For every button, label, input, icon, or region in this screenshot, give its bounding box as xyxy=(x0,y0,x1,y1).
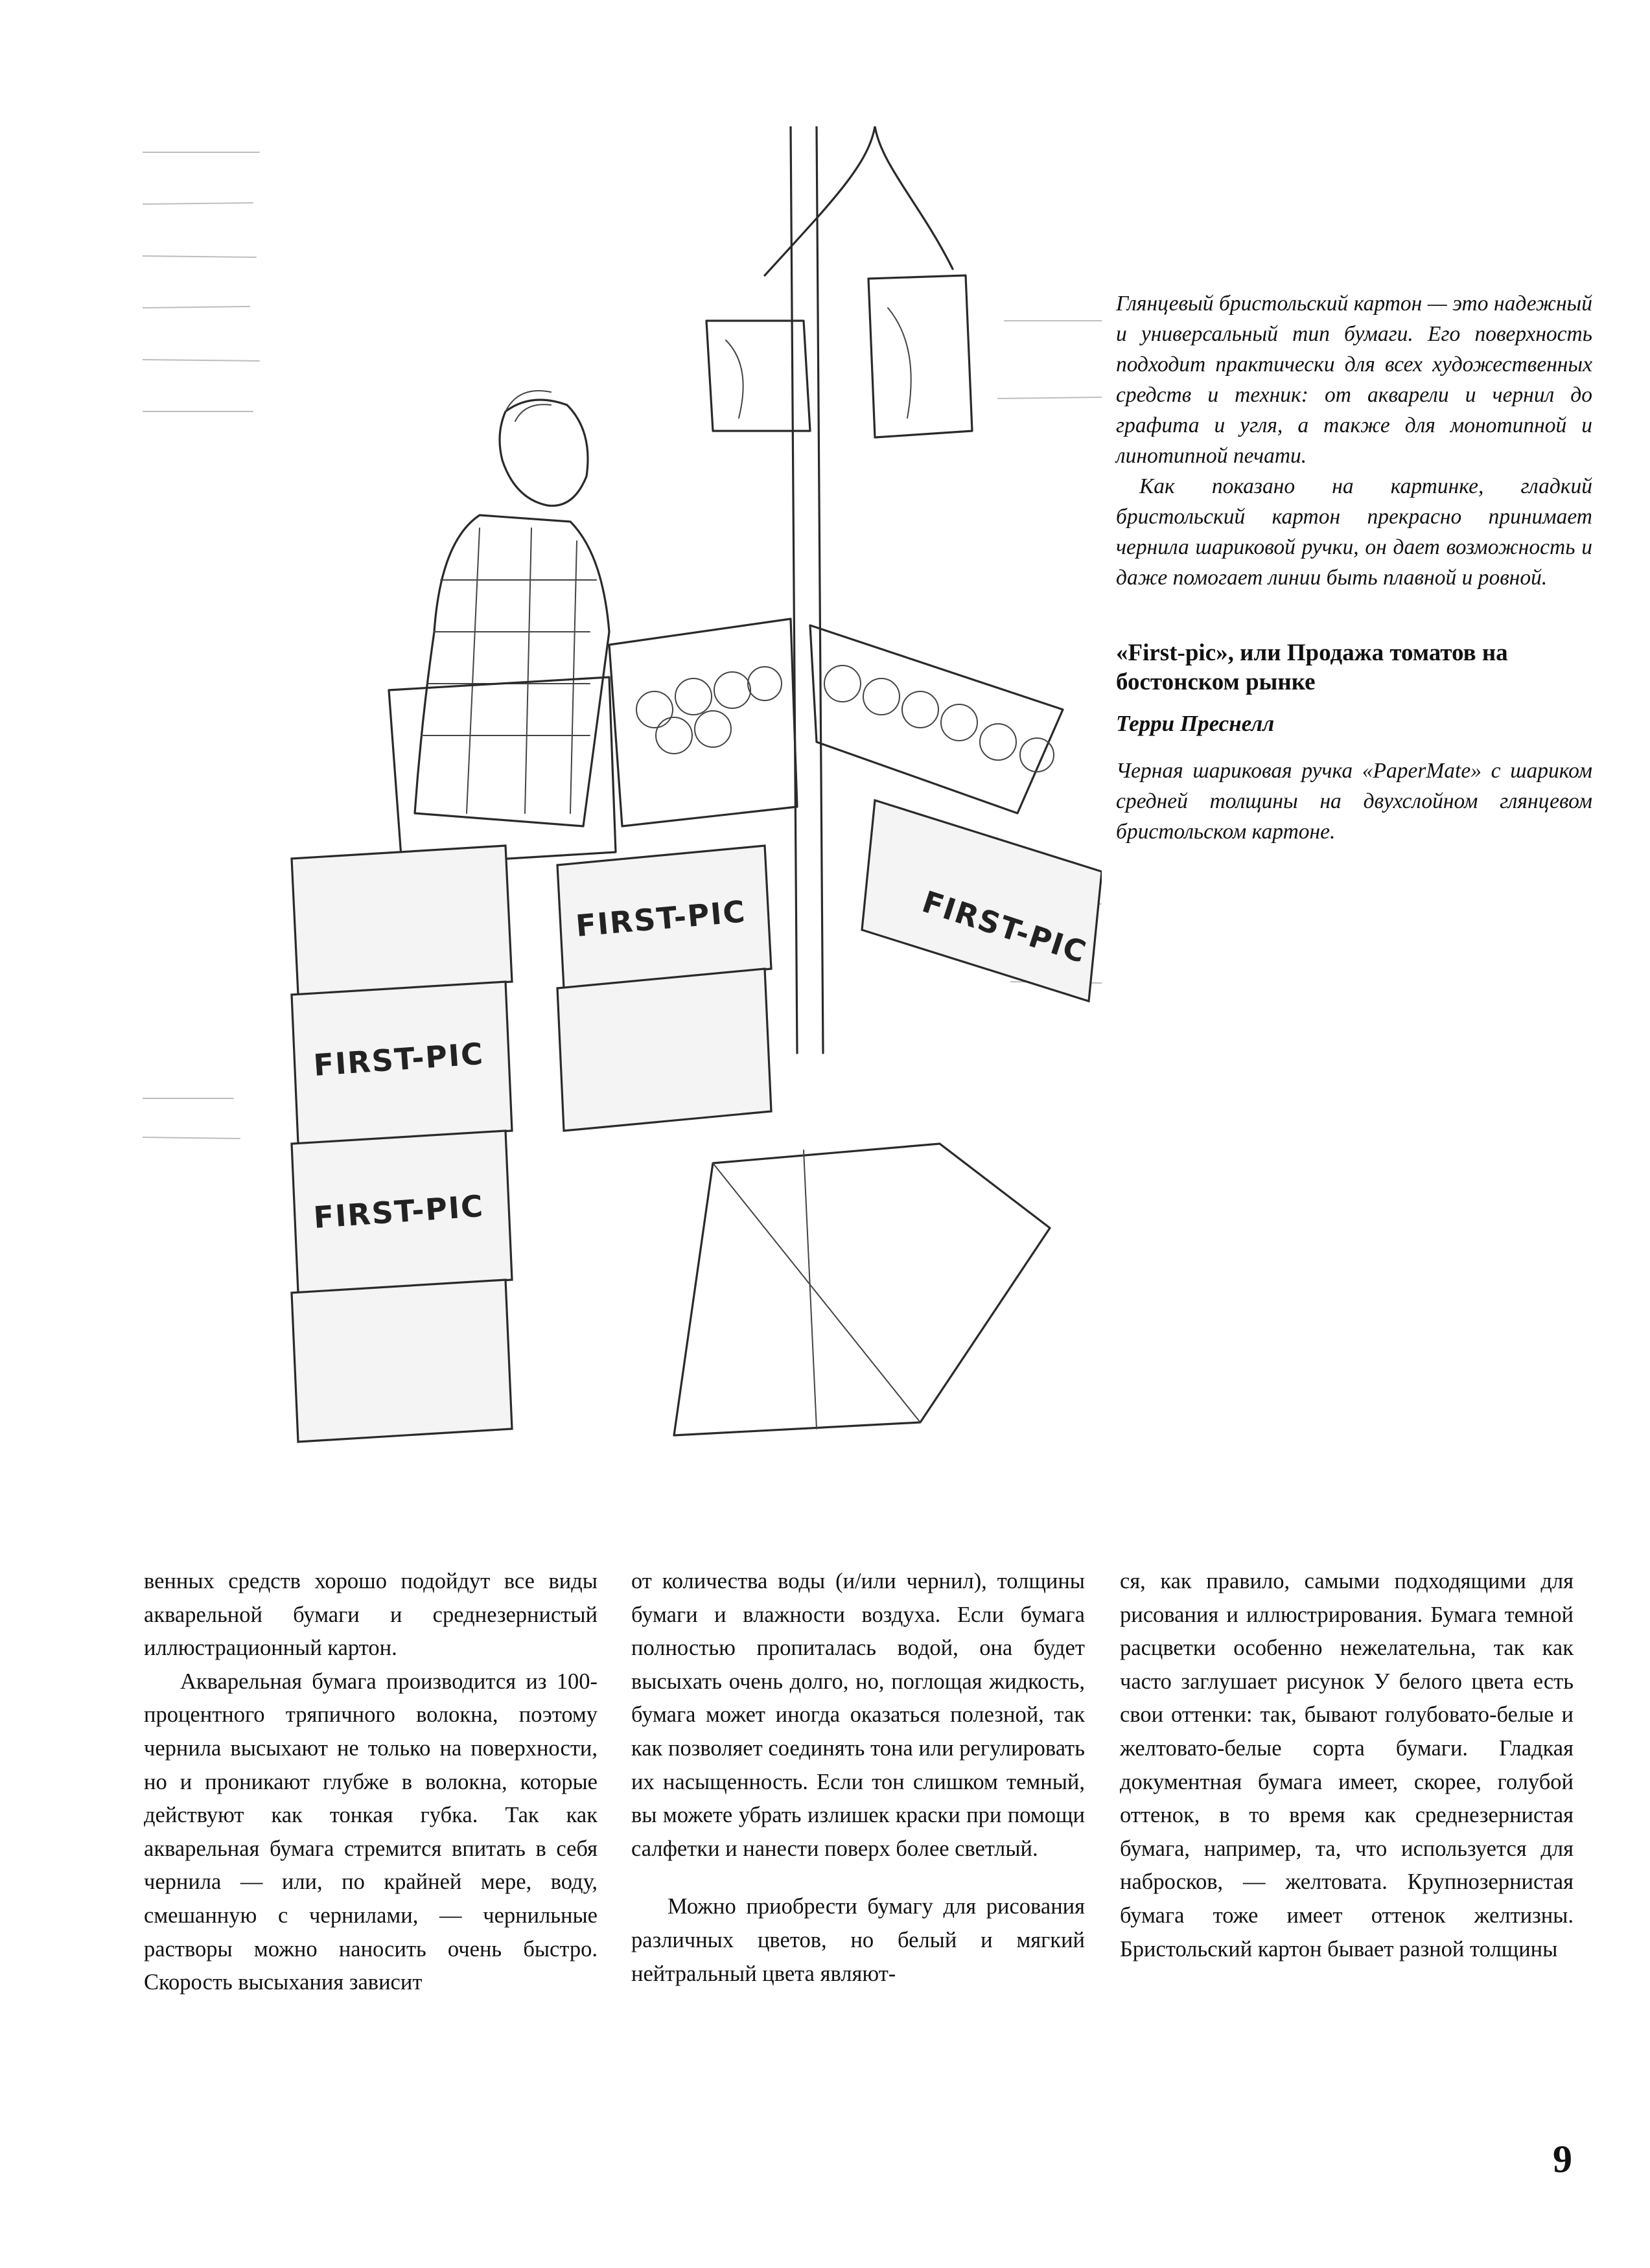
caption-intro: Глянцевый бристольский картон — это надежный и универсальный тип бумаги. Его поверхность подходит практически для всех художественных средств и техник: от акварели и чернил до графита и угля, а также для монотипной и линотипной печати. xyxy=(1116,292,1592,468)
caption-intro: Как показано на картинке, гладкий бристольский картон прекрасно принимает чернила шариковой ручки, он дает возможность и даже помогает линии быть плавной и ровной. xyxy=(1116,474,1592,590)
artwork-medium: Черная шариковая ручка «PaperMate» с шариком средней толщины на двухслойном глянцевом бристольском картоне. xyxy=(1116,759,1592,844)
figure-caption xyxy=(1116,288,1592,847)
paragraph: ся, как правило, самыми подходящими для рисования и иллюстрирования. Бумага темной расцветки особенно нежелательна, так как часто заглушает рисунок У белого цвета есть свои оттенки: так, бывают голубовато-белые и желтовато-белые сорта бумаги. Гладкая документная бумага имеет, скорее, голубой оттенок, в то время как среднезернистая бумага, например, та, что используется для набросков, — желтовата. Крупнозернистая бумага тоже имеет оттенок желтизны. Бристольский картон бывает разной толщины xyxy=(1120,1569,1574,1961)
artwork-author: Терри Преснелл xyxy=(1116,711,1275,736)
artwork-title: «First-pic», или Продажа томатов на бостонском рынке xyxy=(1116,640,1508,695)
market-stall-illustration xyxy=(143,126,1102,1500)
text-column-2 xyxy=(631,1565,1085,1991)
box-label: FIRST-PIC xyxy=(312,1036,485,1083)
page-number: 9 xyxy=(1553,2138,1572,2181)
box-label: FIRST-PIC xyxy=(312,1188,485,1235)
paragraph: от количества воды (и/или чернил), толщины бумаги и влажности воздуха. Если бумага полностью пропиталась водой, она будет высыхать очень долго, но, поглощая жидкость, бумага может иногда оказаться полезной, так как позволяет соединять тона или регулировать их насыщенность. Если тон слишком темный, вы можете убрать излишек краски при помощи салфетки и нанести поверх более светлый. xyxy=(631,1569,1085,1861)
box-label: FIRST-PIC xyxy=(574,894,748,943)
paragraph: Можно приобрести бумагу для рисования различных цветов, но белый и мягкий нейтральный цвета являют- xyxy=(631,1894,1085,1986)
box-label: FIRST-PIC xyxy=(918,884,1091,970)
text-column-3 xyxy=(1120,1565,1574,1966)
body-text xyxy=(144,1565,1574,2122)
text-column-1 xyxy=(144,1565,598,2000)
paragraph: венных средств хорошо подойдут все виды акварельной бумаги и среднезернистый иллюстрационный картон. xyxy=(144,1569,598,1661)
paragraph: Акварельная бумага производится из 100-процентного тряпичного волокна, поэтому чернила высыхают не только на поверхности, но и проникают глубже в волокна, которые действуют как тонкая губка. Так как акварельная бумага стремится впитать в себя чернила — или, по крайней мере, воду, смешанную с чернилами, — чернильные растворы можно наносить очень быстро. Скорость высыхания зависит xyxy=(144,1669,598,1995)
pen-sketch xyxy=(143,126,1102,1500)
